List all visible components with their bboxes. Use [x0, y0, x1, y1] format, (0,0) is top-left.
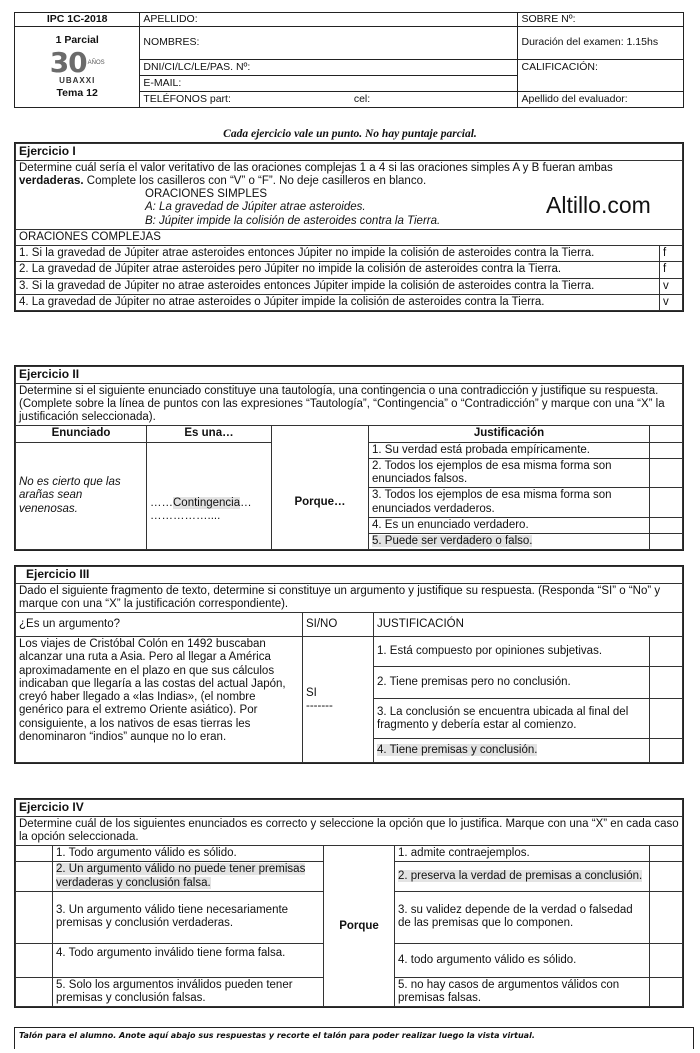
answer-box[interactable]: v: [660, 294, 683, 310]
classification-answer[interactable]: ……Contingencia… ……………....: [147, 442, 272, 550]
mark-box[interactable]: [650, 846, 683, 862]
cel-label: cel:: [353, 92, 371, 105]
reason-option: 2. preserva la verdad de premisas a conclusión.: [395, 862, 650, 891]
justification-option: 2. Tiene premisas pero no conclusión.: [374, 667, 650, 699]
simple-sentences-title: ORACIONES SIMPLES: [145, 188, 268, 201]
statement-option: 2. Un argumento válido no puede tener premisas verdaderas y conclusión falsa.: [53, 862, 324, 891]
porque-label: Porque…: [272, 426, 369, 550]
answer-si: SI: [306, 686, 317, 699]
statement: No es cierto que las arañas sean venenosas.: [16, 442, 147, 550]
text-fragment: Los viajes de Cristóbal Colón en 1492 buscaban alcanzar una ruta a Asia. Pero al llegar a América aproximadamente en el plazo en que sus cálculos indicaban que llegaría a las costas del actual Japón, creyó haber llegado a «las Indias», (el nombre genérico para el extremo Oriente asiático). Por consiguiente, a los nativos de esas tierras les denominaron “indios” aunque no lo eran.: [16, 637, 303, 763]
evaluador-field[interactable]: Apellido del evaluador:: [518, 92, 684, 108]
email-field[interactable]: E-MAIL:: [140, 76, 518, 92]
complex-row: [16, 262, 683, 278]
complex-row: [16, 278, 683, 294]
complex-row: [16, 246, 683, 262]
ubaxxi-logo-years: AÑOS: [87, 59, 105, 66]
mark-box[interactable]: [650, 517, 683, 533]
justification-option: 3. Todos los ejemplos de esa misma forma son enunciados verdaderos.: [369, 488, 650, 517]
dni-field[interactable]: DNI/CI/LC/LE/PAS. Nº:: [140, 60, 518, 76]
reason-option: 3. su validez depende de la verdad o falsedad de las premisas que lo componen.: [395, 891, 650, 943]
mark-box[interactable]: [16, 943, 53, 977]
reason-option: 5. no hay casos de argumentos válidos con premisas falsas.: [395, 977, 650, 1006]
course-code: IPC 1C-2018: [15, 13, 140, 27]
exam-header: [14, 12, 684, 108]
complex-row: [16, 294, 683, 310]
exercise-3-instructions: Dado el siguiente fragmento de texto, determine si constituye un argumento y justifique su respuesta. (Responda “SI” o “No” y marque con una “X” la justificación correspondiente).: [16, 583, 683, 612]
exercise-4-title: Ejercicio IV: [16, 800, 683, 817]
duracion-label: Duración del examen: 1.15hs: [518, 26, 684, 60]
ubaxxi-logo-number: 30: [49, 46, 87, 80]
mark-box[interactable]: [650, 667, 683, 699]
theme-label: Tema 12: [56, 87, 98, 100]
altillo-watermark: Altillo.com: [546, 192, 651, 218]
col-sino: SI/NO: [303, 613, 374, 637]
mark-box[interactable]: [650, 739, 683, 763]
justification-option: 4. Es un enunciado verdadero.: [369, 517, 650, 533]
nombres-field[interactable]: NOMBRES:: [140, 26, 518, 60]
col-es-una: Es una…: [147, 426, 272, 442]
statement-option: 5. Solo los argumentos inválidos pueden tener premisas y conclusión falsas.: [53, 977, 324, 1006]
justification-option: 1. Su verdad está probada empíricamente.: [369, 442, 650, 458]
telefonos-label: TELÉFONOS part:: [143, 92, 231, 105]
mark-box[interactable]: [16, 862, 53, 891]
exercise-4-instructions: Determine cuál de los siguientes enunciados es correcto y seleccione la opción que lo justifica. Marque con una “X” en cada caso la opción seleccionada.: [16, 816, 683, 845]
simple-sentence-a: A: La gravedad de Júpiter atrae asteroides.: [145, 201, 366, 214]
exercise-2-title: Ejercicio II: [16, 367, 683, 384]
col-justificacion: Justificación: [369, 426, 650, 442]
mark-box[interactable]: [650, 458, 683, 487]
statement-option: 4. Todo argumento inválido tiene forma falsa.: [53, 943, 324, 977]
answer-box[interactable]: f: [660, 262, 683, 278]
exercise-4: [14, 798, 684, 1008]
student-stub: Talón para el alumno. Anote aquí abajo sus respuestas y recorte el talón para poder realizar luego la vista virtual.: [14, 1027, 694, 1049]
calificacion-field[interactable]: CALIFICACIÓN:: [518, 60, 684, 92]
telefonos-field[interactable]: [140, 92, 518, 108]
mark-box[interactable]: [16, 891, 53, 943]
scoring-note: Cada ejercicio vale un punto. No hay puntaje parcial.: [223, 128, 477, 140]
apellido-field[interactable]: APELLIDO:: [140, 13, 518, 27]
exercise-1-title: Ejercicio I: [16, 144, 683, 161]
complex-sentence: 4. La gravedad de Júpiter no atrae asteroides o Júpiter impide la colisión de asteroides contra la Tierra.: [16, 294, 660, 310]
exam-name: 1 Parcial: [55, 33, 99, 46]
justification-option: 2. Todos los ejemplos de esa misma forma son enunciados falsos.: [369, 458, 650, 487]
complex-sentence: 2. La gravedad de Júpiter atrae asteroides pero Júpiter no impide la colisión de asteroides contra la Tierra.: [16, 262, 660, 278]
mark-box[interactable]: [650, 891, 683, 943]
justification-option: 1. Está compuesto por opiniones subjetivas.: [374, 637, 650, 667]
complex-sentences-title: ORACIONES COMPLEJAS: [16, 229, 683, 245]
exercise-1: [14, 142, 684, 312]
mark-box[interactable]: [16, 846, 53, 862]
exercise-3-title: Ejercicio III: [16, 567, 683, 584]
mark-box[interactable]: [650, 442, 683, 458]
exercise-2-instructions: Determine si el siguiente enunciado constituye una tautología, una contingencia o una contradicción y justifique su respuesta. (Complete sobre la línea de puntos con las expresiones “Tautología”, “Contingencia” o “Contradicción” y marque con una “X” la justificación seleccionada).: [16, 383, 683, 426]
mark-box[interactable]: [16, 977, 53, 1006]
answer-box[interactable]: v: [660, 278, 683, 294]
mark-box[interactable]: [650, 862, 683, 891]
exercise-2: [14, 365, 684, 551]
justification-option: 4. Tiene premisas y conclusión.: [374, 739, 650, 763]
complex-sentence: 1. Si la gravedad de Júpiter atrae asteroides entonces Júpiter no impide la colisión de asteroides contra la Tierra.: [16, 246, 660, 262]
col-enunciado: Enunciado: [16, 426, 147, 442]
reason-option: 1. admite contraejemplos.: [395, 846, 650, 862]
mark-box[interactable]: [650, 533, 683, 549]
porque-label: Porque: [324, 846, 395, 1007]
exercise-3: [14, 565, 684, 764]
statement-option: 3. Un argumento válido tiene necesariamente premisas y conclusión verdaderas.: [53, 891, 324, 943]
justification-option: 5. Puede ser verdadero o falso.: [369, 533, 650, 549]
col-question: ¿Es un argumento?: [16, 613, 303, 637]
answer-box[interactable]: f: [660, 246, 683, 262]
sobre-field[interactable]: SOBRE Nº:: [518, 13, 684, 27]
mark-box[interactable]: [650, 637, 683, 667]
reason-option: 4. todo argumento válido es sólido.: [395, 943, 650, 977]
mark-box[interactable]: [650, 977, 683, 1006]
mark-box[interactable]: [650, 943, 683, 977]
mark-box[interactable]: [650, 699, 683, 739]
complex-sentence: 3. Si la gravedad de Júpiter no atrae asteroides entonces Júpiter impide la colisión de asteroides contra la Tierra.: [16, 278, 660, 294]
ubaxxi-logo-brand: UBAXXI: [59, 76, 96, 86]
statement-option: 1. Todo argumento válido es sólido.: [53, 846, 324, 862]
answer-contingencia: Contingencia: [173, 497, 241, 510]
col-justificacion: JUSTIFICACIÓN: [374, 613, 683, 637]
simple-sentence-b: B: Júpiter impide la colisión de asteroides contra la Tierra.: [145, 214, 441, 227]
header-logo-cell: [15, 26, 140, 107]
argument-answer[interactable]: SI -------: [303, 637, 374, 763]
justification-option: 3. La conclusión se encuentra ubicada al final del fragmento y debería estar al comienzo.: [374, 699, 650, 739]
mark-box[interactable]: [650, 488, 683, 517]
exercise-1-instructions: Determine cuál sería el valor veritativo de las oraciones complejas 1 a 4 si las oraciones simples A y B fueran ambas verdaderas. Complete los casilleros con “V” o “F”. No deje casilleros en blanco. ORACIONES SIMPLES A: La gravedad de Júpiter atrae asteroides. B: Júpiter impide la colisión de asteroides contra la Tierra.: [16, 160, 683, 229]
